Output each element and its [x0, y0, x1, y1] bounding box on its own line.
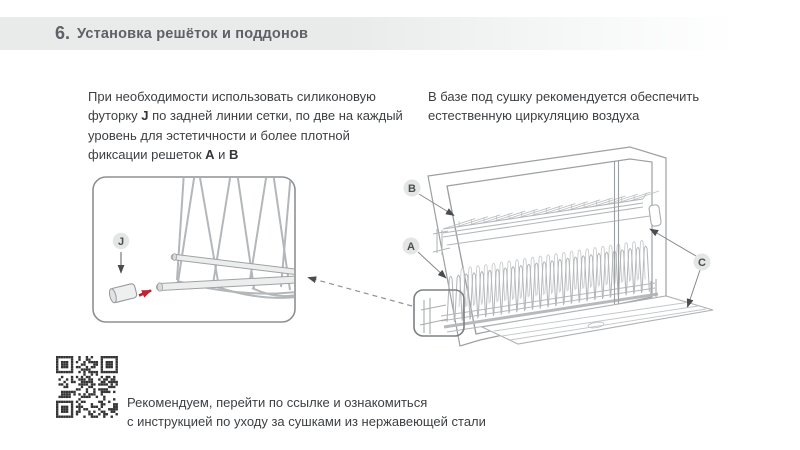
qr-note-line2: с инструкцией по уходу за сушками из нержавеющей стали [127, 414, 486, 430]
text-segment: по задней линии сетки, по две на каждый уровень для эстетичности и более плотной фиксации решеток [88, 108, 403, 163]
label-c: C [698, 257, 706, 270]
detail-callout-box [93, 172, 297, 322]
ref-letter-a: A [205, 147, 215, 163]
label-b: B [408, 183, 416, 196]
qr-note-line1: Рекомендуем, перейти по ссылке и ознакомиться [127, 395, 428, 410]
label-j: J [117, 236, 125, 248]
text-segment: При необходимости использовать силиконовую футорку [88, 89, 376, 124]
qr-note-text [127, 393, 547, 432]
qr-code [56, 356, 118, 418]
text-segment: и [214, 147, 230, 163]
section-number: 6. [55, 23, 71, 43]
leader-a [418, 252, 446, 278]
leader-c-lower [688, 270, 701, 307]
text-segment: В базе под сушку рекомендуется обеспечить естественную циркуляцию воздуха [428, 89, 700, 124]
label-a: A [407, 241, 415, 254]
ref-letter-b: B [229, 147, 239, 163]
zoom-leader-dashed [308, 278, 412, 307]
ref-letter-j: J [141, 108, 149, 124]
section-title: Установка решёток и поддонов [77, 25, 309, 42]
